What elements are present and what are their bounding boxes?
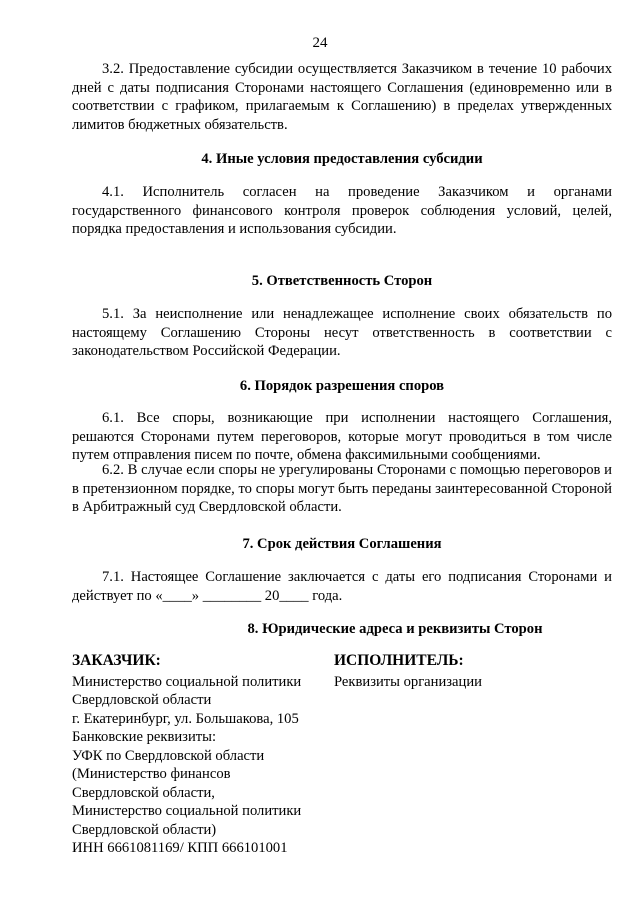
customer-line: Свердловской области,: [72, 784, 215, 801]
customer-line: Министерство социальной политики: [72, 673, 302, 690]
customer-line: г. Екатеринбург, ул. Большакова, 105: [72, 710, 299, 727]
section-7-heading: 7. Срок действия Соглашения: [242, 536, 442, 552]
section-4-heading: 4. Иные условия предоставления субсидии: [201, 151, 483, 167]
customer-line: Свердловской области): [72, 821, 217, 838]
clause-6-1: [72, 409, 612, 465]
clause-6-2-text: 6.2. В случае если споры не урегулированы Сторонами с помощью переговоров и в претензионном порядке, то споры могут быть переданы заинтересованной Стороной в Арбитражный суд Свердловской области.: [72, 462, 612, 515]
clause-6-2: [72, 461, 612, 517]
contractor-title: ИСПОЛНИТЕЛЬ:: [334, 652, 464, 669]
clause-3-2-text: 3.2. Предоставление субсидии осуществляется Заказчиком в течение 10 рабочих дней с даты подписания Сторонами настоящего Соглашения (единовременно или в соответствии с графиком, прилагаемым к Соглашению) в пределах утвержденных лимитов бюджетных обязательств.: [72, 61, 612, 133]
section-5-heading: 5. Ответственность Сторон: [251, 273, 433, 289]
customer-line: ИНН 6661081169/ КПП 666101001: [72, 840, 288, 856]
clause-5-1: [72, 305, 612, 361]
customer-line: Банковские реквизиты:: [72, 729, 216, 745]
contractor-requisites: [334, 652, 614, 691]
page-number: 24: [312, 35, 328, 51]
customer-line: Свердловской области: [72, 692, 212, 708]
customer-requisites: [72, 652, 328, 858]
clause-7-1: [72, 568, 612, 605]
clause-4-1-text: 4.1. Исполнитель согласен на проведение Заказчиком и органами государственного финансового контроля проверок соблюдения условий, целей, порядка предоставления и использования субсидии.: [72, 184, 612, 237]
contractor-line: Реквизиты организации: [334, 673, 482, 690]
clause-7-1-text: 7.1. Настоящее Соглашение заключается с даты его подписания Сторонами и действует по «____» ________ 20____ года.: [72, 569, 612, 604]
clause-4-1: [72, 183, 612, 239]
section-8-heading: 8. Юридические адреса и реквизиты Сторон: [247, 621, 543, 637]
clause-3-2: [72, 60, 612, 134]
customer-title: ЗАКАЗЧИК:: [72, 652, 161, 669]
customer-line: УФК по Свердловской области: [72, 747, 265, 764]
section-6-heading: 6. Порядок разрешения споров: [239, 378, 445, 394]
customer-line: (Министерство финансов: [72, 766, 231, 782]
clause-5-1-text: 5.1. За неисполнение или ненадлежащее исполнение своих обязательств по настоящему Соглашению Стороны несут ответственность в соответствии с законодательством Российской Федерации.: [72, 306, 612, 359]
clause-6-1-text: 6.1. Все споры, возникающие при исполнении настоящего Соглашения, решаются Сторонами путем переговоров, которые могут проводиться в том числе путем отправления писем по почте, обмена факсимильными сообщениями.: [72, 410, 612, 463]
customer-line: Министерство социальной политики: [72, 803, 302, 819]
